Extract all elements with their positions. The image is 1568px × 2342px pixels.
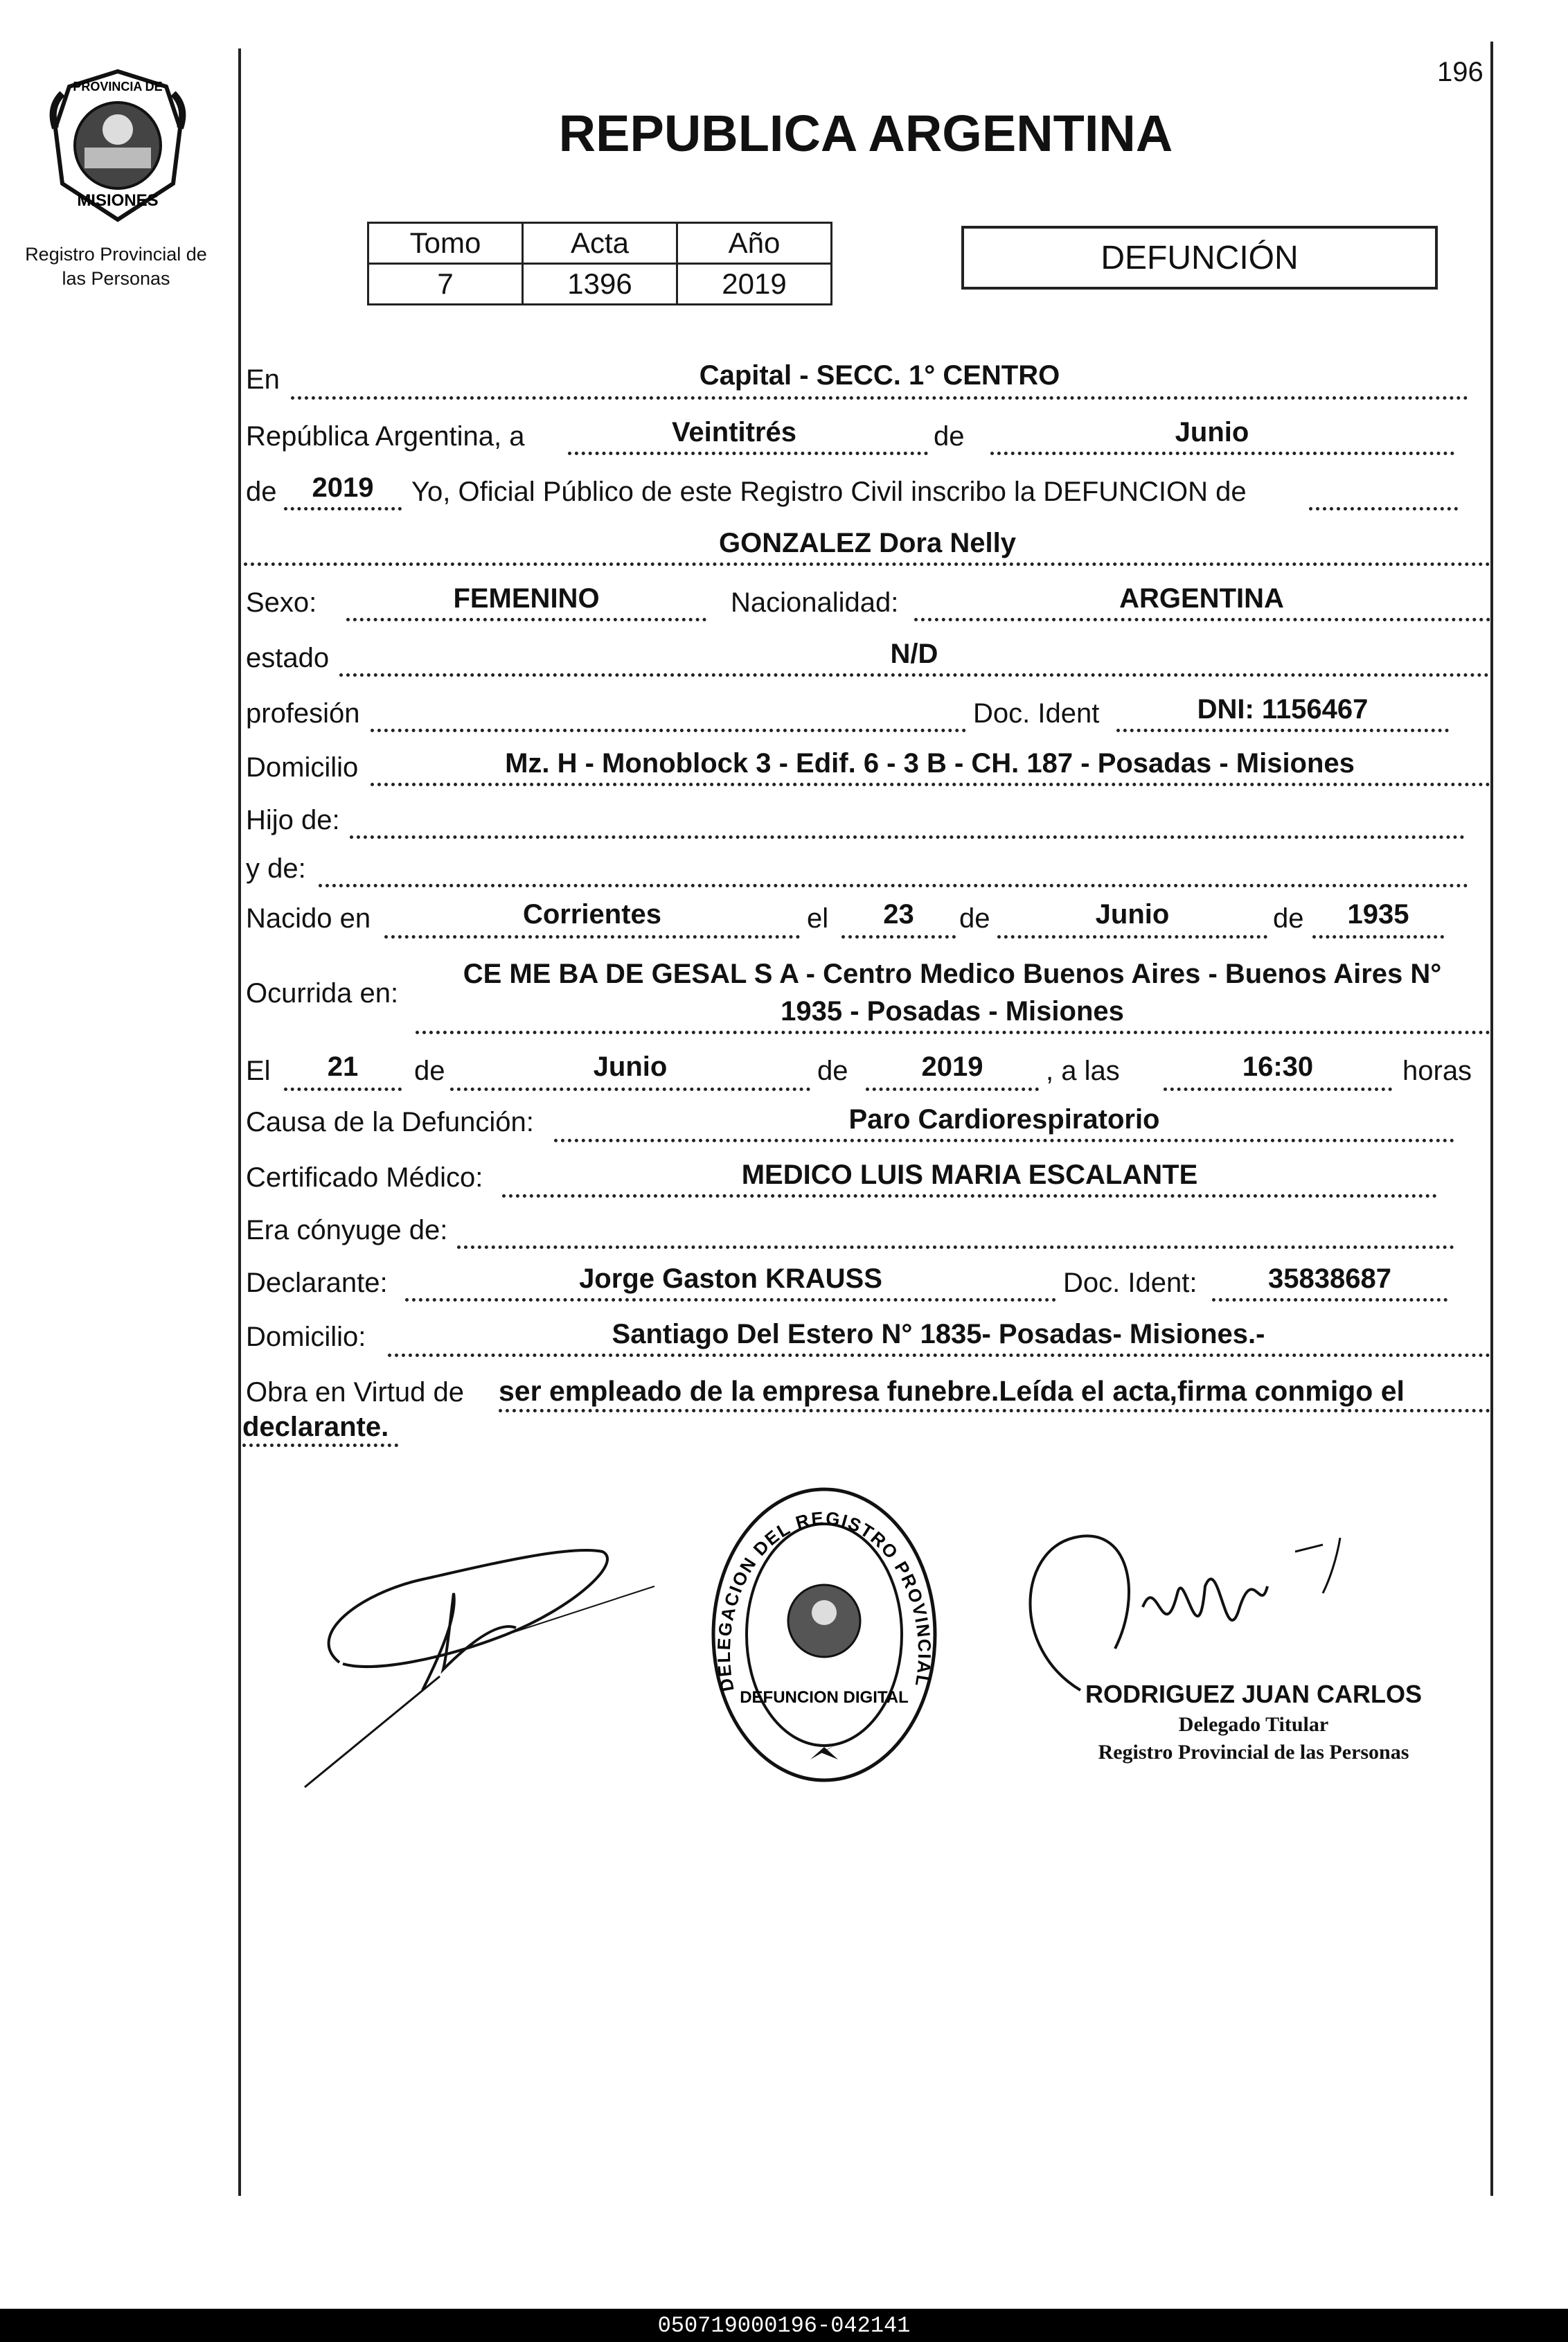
nacionalidad-dotline [914, 618, 1490, 621]
horas-label: horas [1402, 1056, 1472, 1086]
domicilio-label: Domicilio [246, 752, 359, 783]
province-logo [42, 66, 194, 225]
page-title: REPUBLICA ARGENTINA [558, 105, 1173, 162]
obra-value-line2: declarante. [242, 1412, 389, 1442]
official-seal [706, 1482, 942, 1787]
declarante-value: Jorge Gaston KRAUSS [579, 1263, 882, 1294]
yde-dotline [319, 884, 1468, 887]
def-hora-value: 16:30 [1242, 1052, 1314, 1082]
signer-block [1067, 1680, 1441, 1764]
sexo-value: FEMENINO [453, 583, 600, 614]
dia-value: Veintitrés [671, 417, 797, 447]
def-de1-label: de [414, 1056, 445, 1086]
doc-type-box: DEFUNCIÓN [961, 226, 1438, 290]
dia-dotline [568, 452, 928, 455]
nacionalidad-label: Nacionalidad: [731, 587, 899, 618]
nombre-value: GONZALEZ Dora Nelly [719, 528, 1016, 558]
registrar-signature [997, 1510, 1385, 1704]
acta-value-acta: 1396 [523, 264, 677, 305]
def-dia-dotline [284, 1088, 402, 1091]
nac-mes-value: Junio [1095, 899, 1170, 930]
nac-de1-label: de [959, 903, 990, 934]
acta-header-tomo: Tomo [368, 223, 523, 264]
yde-label: y de: [246, 853, 306, 884]
domicilio-value: Mz. H - Monoblock 3 - Edif. 6 - 3 B - CH. 187 - Posadas - Misiones [505, 748, 1355, 779]
obra-value-line1: ser empleado de la empresa funebre.Leída el acta,firma conmigo el [499, 1375, 1405, 1407]
oficial-dotline [1309, 507, 1458, 511]
causa-label: Causa de la Defunción: [246, 1107, 534, 1137]
ocurrida-label: Ocurrida en: [246, 978, 399, 1009]
hijo-dotline [350, 835, 1465, 839]
sexo-dotline [346, 618, 706, 621]
page-number: 196 [1437, 57, 1484, 87]
acta-header-anio: Año [677, 223, 832, 264]
acta-table [367, 222, 832, 305]
domicilio-dotline [371, 783, 1490, 786]
logo-top-text: PROVINCIA DE [73, 80, 163, 94]
right-margin-line [1490, 42, 1493, 2196]
registry-caption [0, 242, 232, 291]
certificado-dotline [502, 1194, 1437, 1198]
anio-value: 2019 [312, 472, 374, 503]
de-label: de [934, 421, 965, 452]
ocurrida-dotline [416, 1031, 1490, 1034]
declarante-label: Declarante: [246, 1268, 388, 1298]
hijo-label: Hijo de: [246, 805, 340, 835]
nac-dia-dotline [841, 935, 956, 939]
acta-header-acta: Acta [523, 223, 677, 264]
en-label: En [246, 364, 280, 395]
signer-name: RODRIGUEZ JUAN CARLOS [1085, 1680, 1423, 1708]
nac-anio-dotline [1312, 935, 1444, 939]
decl-dom-label: Domicilio: [246, 1322, 366, 1352]
acta-value-tomo: 7 [368, 264, 523, 305]
estado-label: estado [246, 643, 330, 673]
def-dia-value: 21 [327, 1052, 359, 1082]
nacido-label: Nacido en [246, 903, 371, 934]
nombre-dotline [244, 562, 1490, 566]
de2-label: de [246, 477, 277, 507]
logo-bottom-text: MISIONES [77, 191, 159, 210]
certificado-label: Certificado Médico: [246, 1162, 483, 1193]
nac-anio-value: 1935 [1347, 899, 1409, 930]
mes-dotline [990, 452, 1454, 455]
seal-ring-text: DELEGACION DEL REGISTRO PROVINCIAL [713, 1507, 936, 1694]
republica-label: República Argentina, a [246, 421, 525, 452]
decl-dom-dotline [388, 1354, 1490, 1357]
nacido-dotline [384, 935, 800, 939]
decl-doc-label: Doc. Ident: [1063, 1268, 1197, 1298]
sexo-label: Sexo: [246, 587, 317, 618]
decl-dom-value: Santiago Del Estero N° 1835- Posadas- Misiones.- [612, 1319, 1265, 1349]
alas-label: , a las [1046, 1056, 1120, 1086]
decl-doc-value: 35838687 [1268, 1263, 1391, 1294]
def-mes-dotline [450, 1088, 810, 1091]
conyuge-label: Era cónyuge de: [246, 1215, 448, 1245]
registry-caption-line2: las Personas [62, 268, 170, 290]
conyuge-dotline [457, 1245, 1454, 1249]
causa-dotline [554, 1139, 1454, 1142]
acta-value-anio: 2019 [677, 264, 832, 305]
nacionalidad-value: ARGENTINA [1119, 583, 1284, 614]
anio-dotline [284, 507, 402, 511]
en-dotline [291, 396, 1468, 400]
ocurrida-line2: 1935 - Posadas - Misiones [781, 996, 1124, 1027]
decl-doc-dotline [1212, 1298, 1447, 1302]
nacido-value: Corrientes [522, 899, 662, 930]
profesion-label: profesión [246, 698, 360, 729]
signer-org: Registro Provincial de las Personas [1098, 1741, 1409, 1764]
en-value: Capital - SECC. 1° CENTRO [699, 360, 1060, 391]
doc-ident-label: Doc. Ident [973, 698, 1100, 729]
registry-caption-line1: Registro Provincial de [25, 244, 207, 265]
def-anio-dotline [866, 1088, 1039, 1091]
def-anio-value: 2019 [921, 1052, 983, 1082]
seal-inner-text: DEFUNCION DIGITAL [740, 1688, 909, 1707]
declarante-dotline [405, 1298, 1056, 1302]
def-mes-value: Junio [593, 1052, 668, 1082]
causa-value: Paro Cardiorespiratorio [848, 1104, 1160, 1135]
profesion-dotline [371, 729, 966, 732]
declarant-signature [277, 1510, 665, 1801]
obra-label: Obra en Virtud de [246, 1377, 465, 1408]
footer-barcode: 050719000196-042141 [0, 2309, 1568, 2342]
nac-el-label: el [807, 903, 829, 934]
obra-dotline1 [499, 1409, 1490, 1412]
mes-value: Junio [1175, 417, 1249, 447]
estado-dotline [339, 673, 1489, 677]
signer-role: Delegado Titular [1178, 1713, 1329, 1736]
el2-label: El [246, 1056, 271, 1086]
nac-mes-dotline [997, 935, 1267, 939]
nac-de2-label: de [1273, 903, 1304, 934]
doc-ident-value: DNI: 1156467 [1197, 694, 1369, 725]
nac-dia-value: 23 [883, 899, 914, 930]
def-de2-label: de [817, 1056, 848, 1086]
doc-ident-dotline [1116, 729, 1449, 732]
oficial-text: Yo, Oficial Público de este Registro Civil inscribo la DEFUNCION de [411, 477, 1247, 507]
ocurrida-line1: CE ME BA DE GESAL S A - Centro Medico Buenos Aires - Buenos Aires N° [463, 959, 1442, 989]
def-hora-dotline [1164, 1088, 1392, 1091]
obra-dotline2 [242, 1444, 398, 1447]
left-margin-line [238, 48, 241, 2196]
estado-value: N/D [890, 639, 938, 669]
certificado-value: MEDICO LUIS MARIA ESCALANTE [741, 1160, 1198, 1190]
